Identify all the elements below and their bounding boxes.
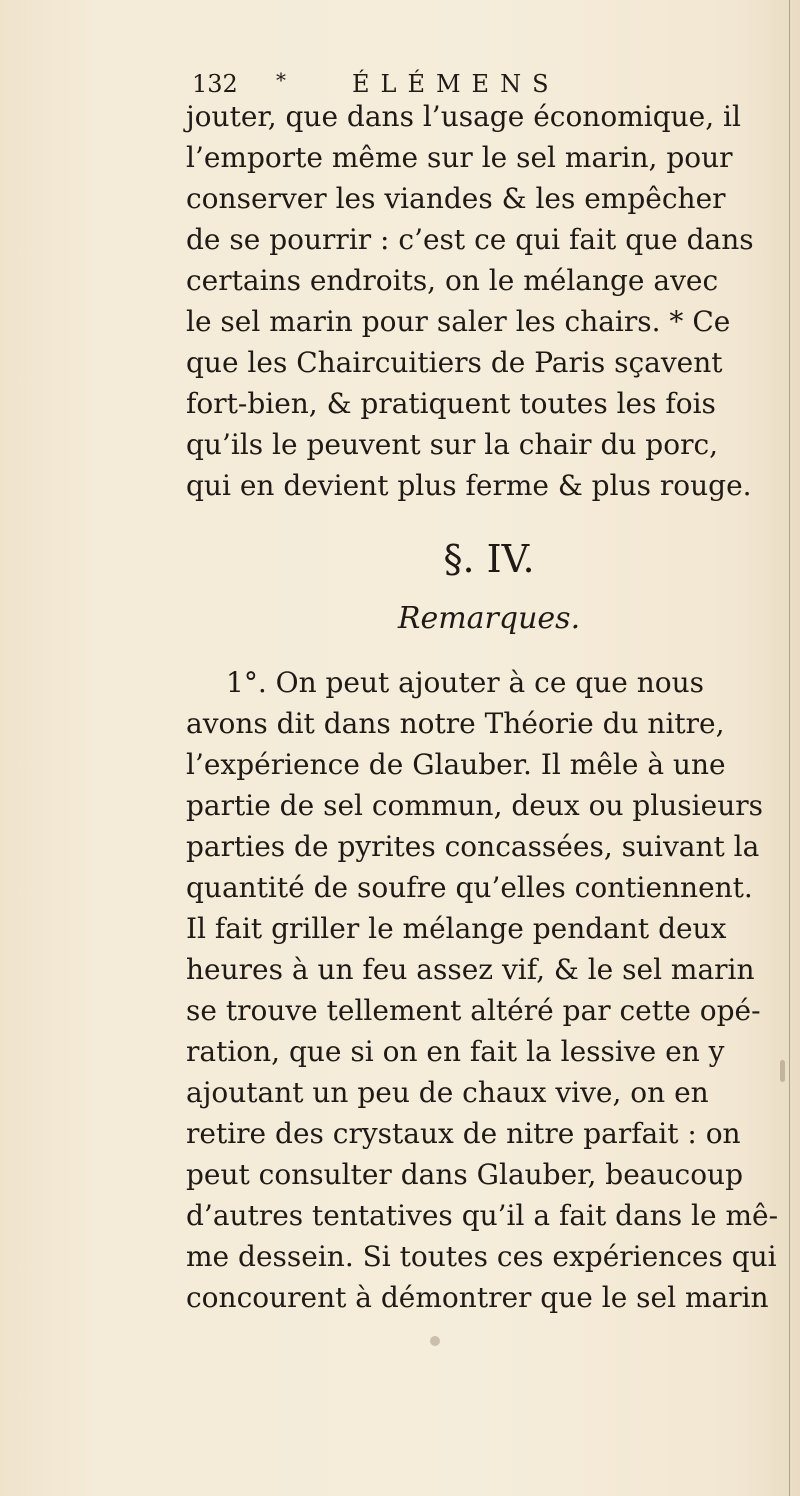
text-line: qu’ils le peuvent sur la chair du porc, bbox=[186, 428, 719, 461]
page-number: 132 bbox=[192, 70, 238, 98]
text-line: qui en devient plus ferme & plus rouge. bbox=[186, 469, 752, 502]
text-line: concourent à démontrer que le sel marin bbox=[186, 1281, 769, 1314]
running-title: ÉLÉMENS bbox=[352, 70, 560, 98]
text-line: fort-bien, & pratiquent toutes les fois bbox=[186, 387, 716, 420]
text-line: Il fait griller le mélange pendant deux bbox=[186, 912, 727, 945]
text-line: d’autres tentatives qu’il a fait dans le mê- bbox=[186, 1199, 779, 1232]
section-heading: §. IV. bbox=[443, 537, 535, 581]
text-line: 1°. On peut ajouter à ce que nous bbox=[226, 666, 705, 699]
text-line: ration, que si on en fait la lessive en y bbox=[186, 1035, 725, 1068]
text-line: avons dit dans notre Théorie du nitre, bbox=[186, 707, 725, 740]
text-line: le sel marin pour saler les chairs. * Ce bbox=[186, 305, 731, 338]
text-line: certains endroits, on le mélange avec bbox=[186, 264, 719, 297]
text-line: partie de sel commun, deux ou plusieurs bbox=[186, 789, 763, 822]
text-line: que les Chaircuitiers de Paris sçavent bbox=[186, 346, 723, 379]
header-star: * bbox=[276, 68, 286, 92]
text-line: l’expérience de Glauber. Il mêle à une bbox=[186, 748, 726, 781]
text-line: retire des crystaux de nitre parfait : on bbox=[186, 1117, 741, 1150]
text-line: heures à un feu assez vif, & le sel marin bbox=[186, 953, 755, 986]
text-line: me dessein. Si toutes ces expériences qui bbox=[186, 1240, 777, 1273]
paper-mark bbox=[780, 1060, 785, 1082]
text-line: conserver les viandes & les empêcher bbox=[186, 182, 726, 215]
ink-spot bbox=[430, 1336, 440, 1346]
text-line: jouter, que dans l’usage économique, il bbox=[186, 100, 741, 133]
section-subheading: Remarques. bbox=[397, 601, 581, 636]
text-line: se trouve tellement altéré par cette opé- bbox=[186, 994, 761, 1027]
text-line: peut consulter dans Glauber, beaucoup bbox=[186, 1158, 744, 1191]
text-line: l’emporte même sur le sel marin, pour bbox=[186, 141, 733, 174]
text-line: ajoutant un peu de chaux vive, on en bbox=[186, 1076, 709, 1109]
text-line: quantité de soufre qu’elles contiennent. bbox=[186, 871, 753, 904]
text-line: de se pourrir : c’est ce qui fait que dans bbox=[186, 223, 754, 256]
text-line: parties de pyrites concassées, suivant la bbox=[186, 830, 760, 863]
